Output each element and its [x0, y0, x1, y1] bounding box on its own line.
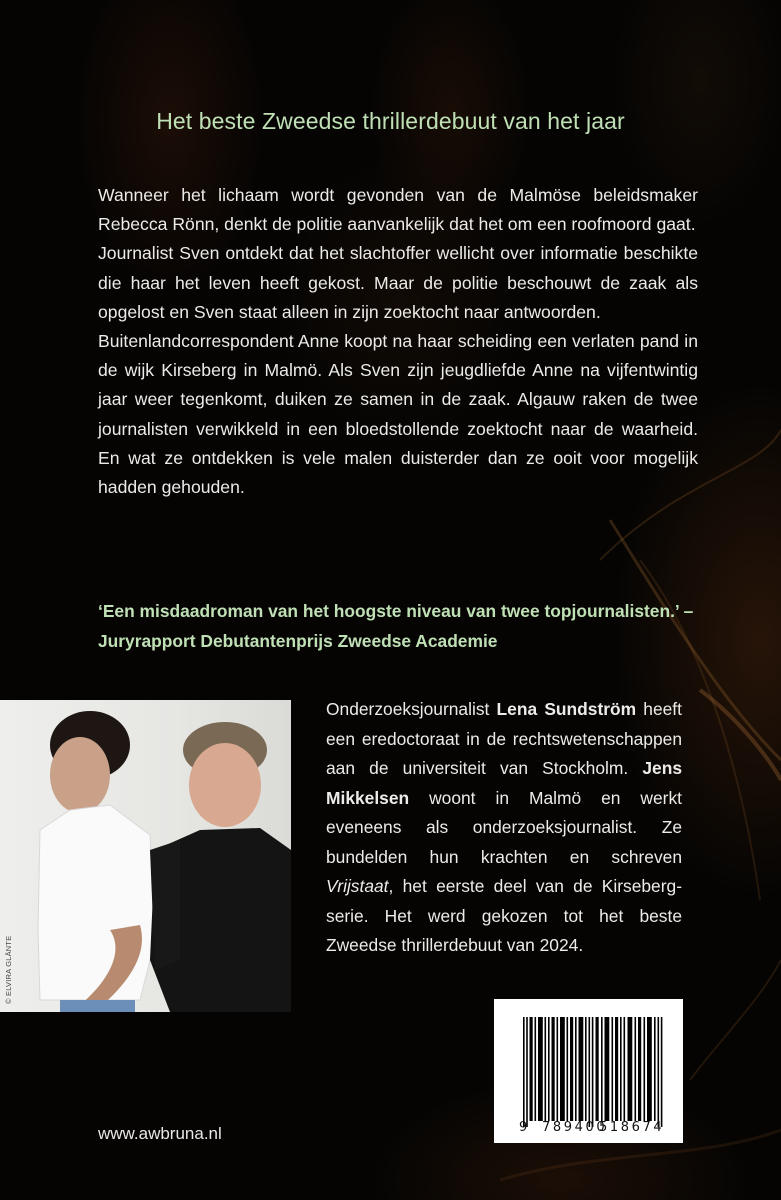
blurb-paragraph: Journalist Sven ontdekt dat het slachtoffer wellicht over informatie beschikte die haar het leven heeft gekost. Maar de politie beschouwt de zaak als opgelost en Sven staat alleen in zijn zoektocht naar antwoorden. [98, 243, 698, 322]
bio-text: woont in Malmö en werkt eveneens als onderzoeksjournalist. Ze bundelden hun krachten en schreven [326, 787, 682, 867]
author-name: Lena Sundström [496, 699, 637, 719]
isbn-barcode [494, 999, 683, 1143]
author-name: Jens Mikkelsen [326, 758, 682, 808]
review-quote: ‘Een misdaadroman van het hoogste niveau van twee topjournalisten.’ – Juryrapport Debutantenprijs Zweedse Academie [98, 601, 694, 651]
bio-text: heeft een eredoctoraat in de rechtswetenschappen aan de universiteit van Stockholm. [326, 699, 682, 778]
publisher-website: www.awbruna.nl [98, 1124, 222, 1143]
blurb-paragraph: Wanneer het lichaam wordt gevonden van de Malmöse beleidsmaker Rebecca Rönn, denkt de politie aanvankelijk dat het om een roofmoord gaat. [98, 185, 698, 235]
blurb [98, 181, 698, 502]
isbn-right-group: 518674 [599, 1120, 665, 1135]
tagline: Het beste Zweedse thrillerdebuut van het jaar [156, 108, 625, 134]
author-photo [0, 700, 291, 1012]
bio-text: Onderzoeksjournalist [326, 699, 497, 719]
book-title: Vrijstaat [326, 876, 389, 896]
bio-text: , het eerste deel van de Kirsebergserie. Het werd gekozen tot het beste Zweedse thrillerdebuut van 2024. [326, 876, 682, 955]
isbn-left-group: 789400 [542, 1120, 608, 1135]
author-photo-image [0, 700, 291, 1012]
isbn-prefix: 9 [519, 1120, 528, 1135]
photo-credit: © ELVIRA GLÄNTE [4, 935, 13, 1004]
blurb-paragraph: Buitenlandcorrespondent Anne koopt na haar scheiding een verlaten pand in de wijk Kirseberg in Malmö. Als Sven zijn jeugdliefde Anne na vijfentwintig jaar weer tegenkomt, duiken ze samen in de zaak. Algauw raken de twee journalisten verwikkeld in een bloedstollende zoektocht naar de waarheid. En wat ze ontdekken is vele malen duisterder dan ze ooit voor mogelijk hadden gehouden. [98, 331, 698, 498]
author-bio [326, 695, 682, 961]
